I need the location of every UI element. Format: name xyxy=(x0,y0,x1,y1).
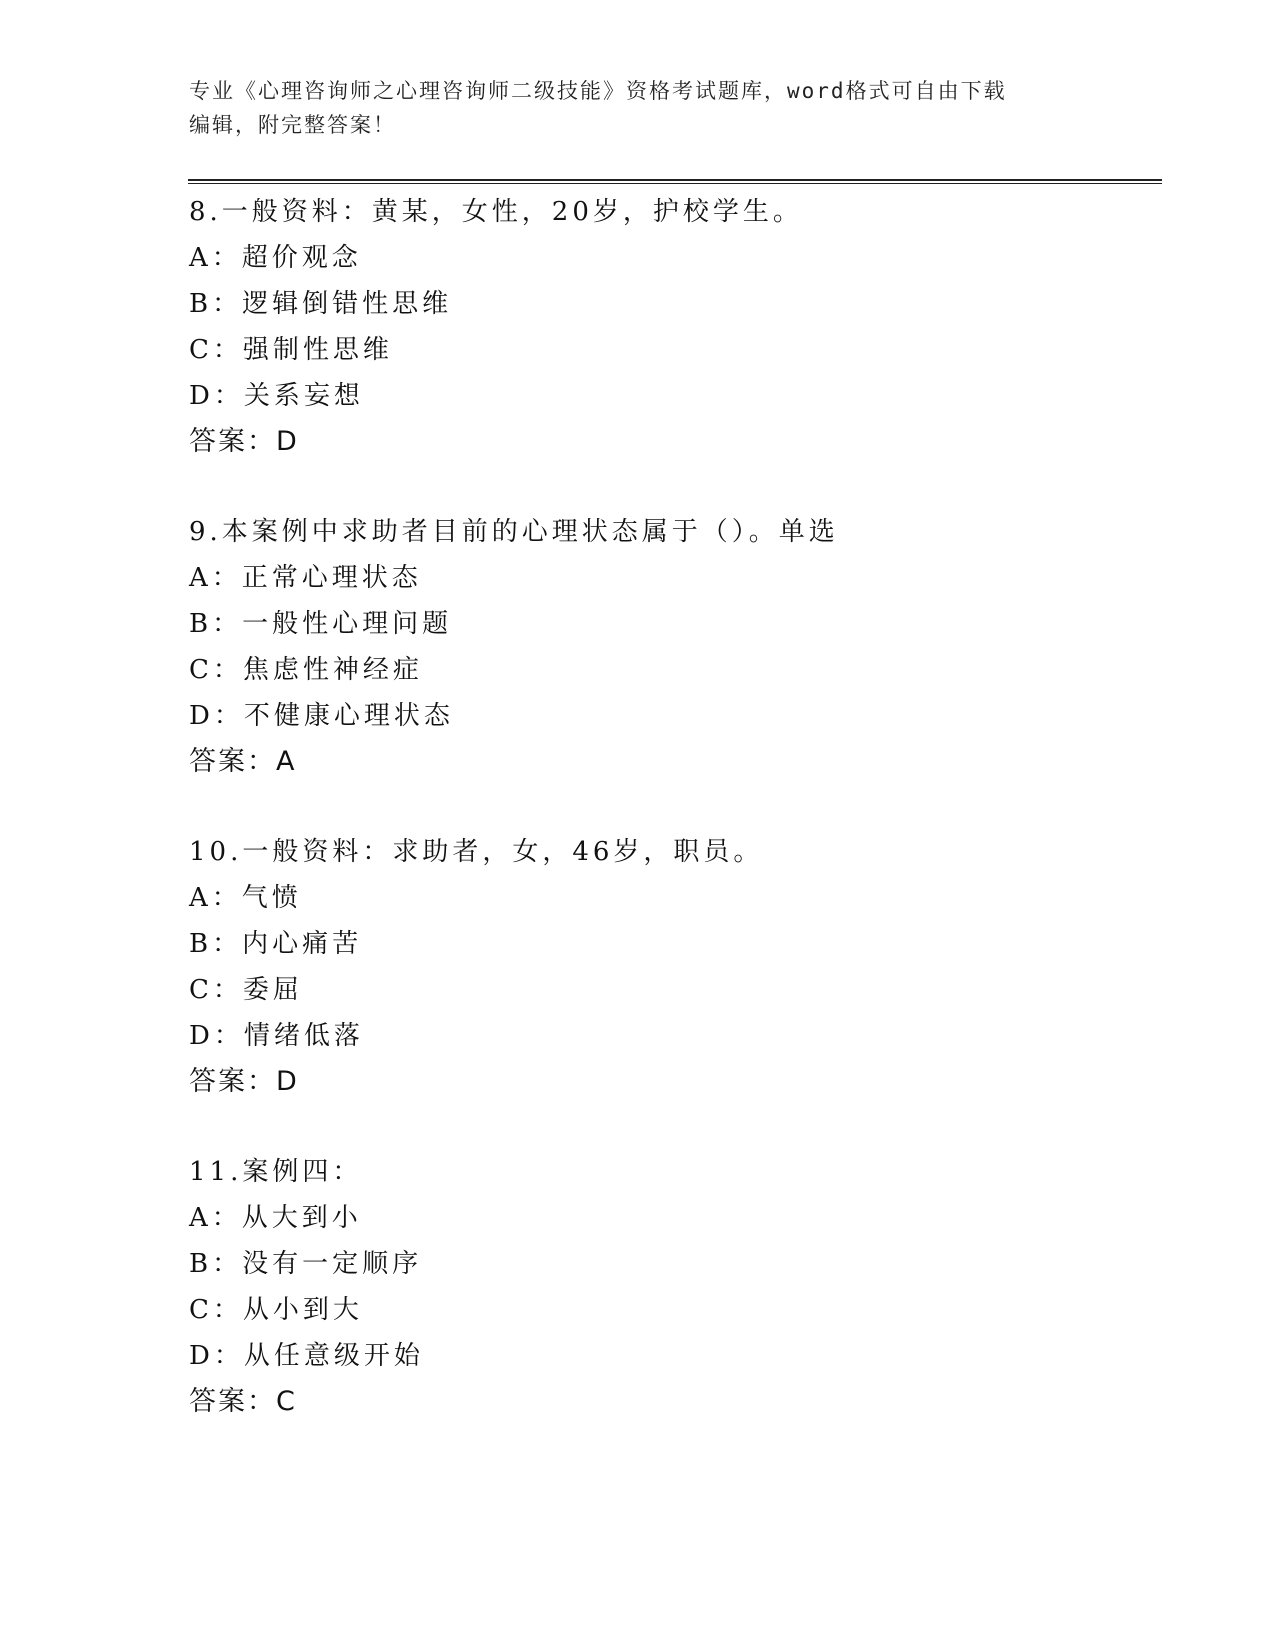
option-c: C：委屈 xyxy=(189,975,303,1005)
question-stem: 10.一般资料：求助者，女，46岁，职员。 xyxy=(189,837,764,867)
question-list xyxy=(189,189,1149,1469)
option-d: D：关系妄想 xyxy=(189,381,364,411)
option-b: B：内心痛苦 xyxy=(189,929,363,959)
option-c: C：从小到大 xyxy=(189,1295,363,1325)
option-d: D：从任意级开始 xyxy=(189,1341,424,1371)
option-a: A：从大到小 xyxy=(189,1203,362,1233)
answer-line: 答案：D xyxy=(189,1066,299,1097)
option-b: B：一般性心理问题 xyxy=(189,609,453,639)
answer-line: 答案：D xyxy=(189,426,299,457)
question-11 xyxy=(189,1149,1149,1425)
option-a: A：气愤 xyxy=(189,883,302,913)
question-9 xyxy=(189,509,1149,785)
question-10 xyxy=(189,829,1149,1105)
option-b: B：逻辑倒错性思维 xyxy=(189,289,453,319)
question-stem: 8.一般资料：黄某，女性，20岁，护校学生。 xyxy=(189,197,803,227)
document-header xyxy=(189,74,1069,142)
option-a: A：超价观念 xyxy=(189,243,362,273)
option-d: D：情绪低落 xyxy=(189,1021,364,1051)
option-c: C：强制性思维 xyxy=(189,335,393,365)
header-divider-thin xyxy=(188,183,1162,184)
header-divider-thick xyxy=(188,179,1162,181)
option-c: C：焦虑性神经症 xyxy=(189,655,423,685)
option-b: B：没有一定顺序 xyxy=(189,1249,423,1279)
header-line-1: 专业《心理咨询师之心理咨询师二级技能》资格考试题库，word格式可自由下载 xyxy=(189,79,1007,103)
answer-line: 答案：A xyxy=(189,746,297,777)
question-stem: 11.案例四： xyxy=(189,1157,363,1187)
option-d: D：不健康心理状态 xyxy=(189,701,454,731)
header-line-2: 编辑，附完整答案！ xyxy=(189,113,396,137)
question-8 xyxy=(189,189,1149,465)
answer-line: 答案：C xyxy=(189,1386,297,1417)
question-stem: 9.本案例中求助者目前的心理状态属于（）。单选 xyxy=(189,517,839,547)
option-a: A：正常心理状态 xyxy=(189,563,422,593)
